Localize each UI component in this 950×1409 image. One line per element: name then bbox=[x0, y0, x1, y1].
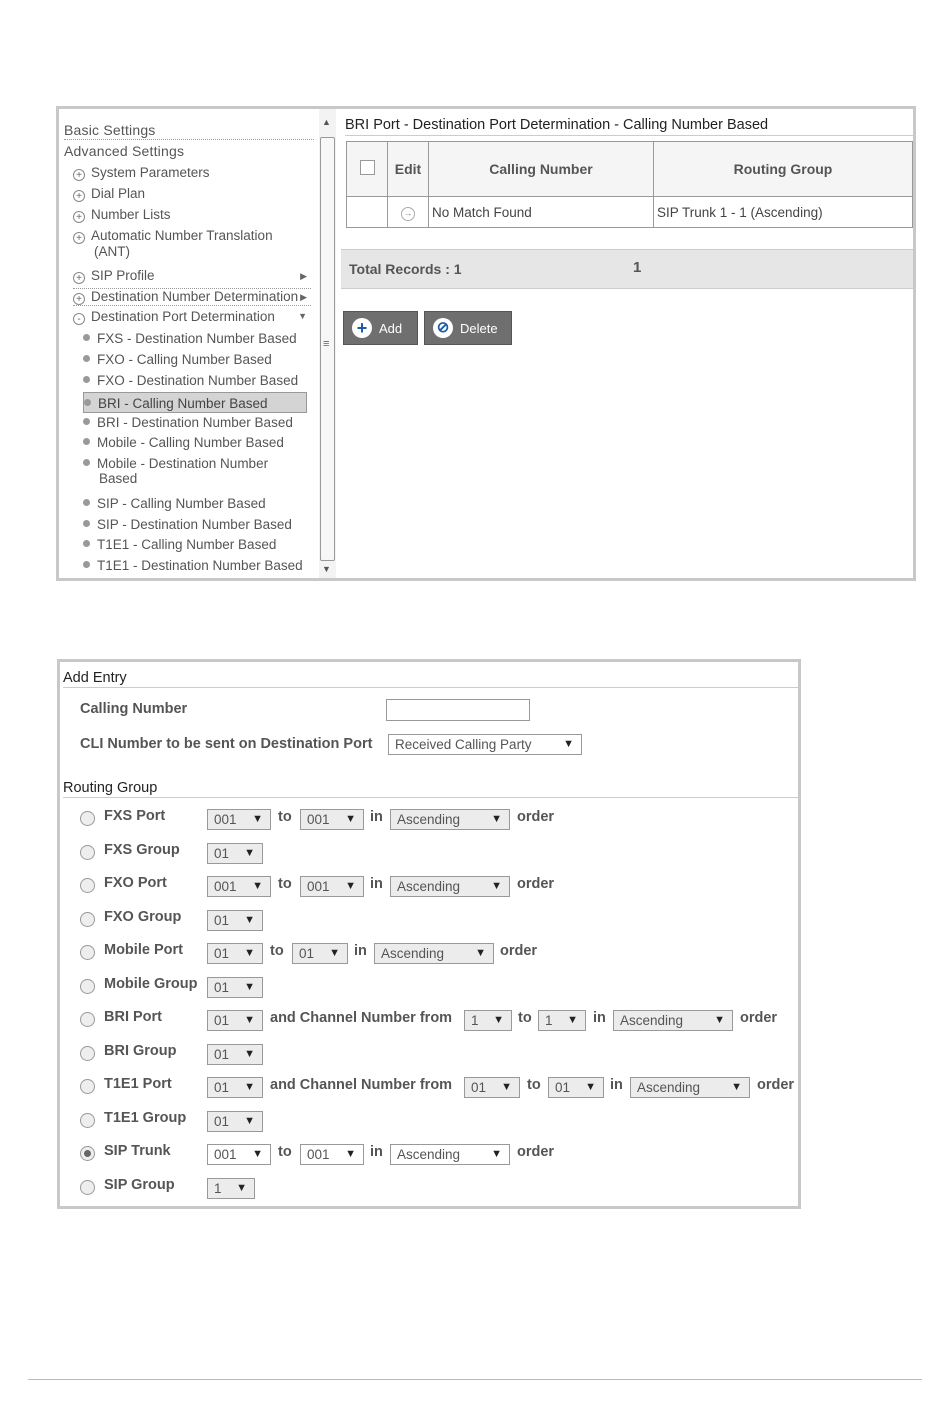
dropdown-arrow-icon: ▼ bbox=[252, 1148, 263, 1160]
records-table bbox=[346, 141, 913, 228]
fxs-port-order-select[interactable]: Ascending ▼ bbox=[390, 809, 510, 830]
expand-icon: + bbox=[73, 190, 85, 202]
fxo-port-from-select[interactable]: 001 ▼ bbox=[207, 876, 271, 897]
bullet-icon bbox=[83, 334, 90, 341]
dropdown-arrow-icon: ▼ bbox=[731, 1081, 742, 1093]
sidebar-leaf-t1e1-calling[interactable]: T1E1 - Calling Number Based bbox=[83, 537, 276, 552]
t1e1-group-select[interactable]: 01 ▼ bbox=[207, 1111, 263, 1132]
to-text: to bbox=[278, 809, 292, 825]
t1e1-channel-from-select[interactable]: 01 ▼ bbox=[464, 1077, 520, 1098]
dropdown-arrow-icon: ▼ bbox=[563, 738, 574, 750]
bullet-icon bbox=[83, 438, 90, 445]
bri-group-radio[interactable] bbox=[80, 1046, 95, 1061]
dropdown-arrow-icon: ▼ bbox=[244, 947, 255, 959]
dropdown-arrow-icon: ▼ bbox=[329, 947, 340, 959]
sidebar-item-dial-plan[interactable]: + Dial Plan bbox=[73, 186, 145, 202]
to-text: to bbox=[270, 943, 284, 959]
to-text: to bbox=[518, 1010, 532, 1026]
in-text: in bbox=[370, 809, 383, 825]
mobile-group-label: Mobile Group bbox=[104, 976, 198, 992]
sidebar-scrollbar[interactable] bbox=[319, 109, 336, 578]
sidebar bbox=[59, 109, 317, 578]
scroll-up-icon[interactable]: ▲ bbox=[322, 117, 331, 127]
sip-trunk-order-select[interactable]: Ascending ▼ bbox=[390, 1144, 510, 1165]
sidebar-leaf-bri-destination[interactable]: BRI - Destination Number Based bbox=[83, 415, 293, 430]
fxs-port-label: FXS Port bbox=[104, 808, 166, 824]
dropdown-arrow-icon: ▼ bbox=[236, 1182, 247, 1194]
dropdown-arrow-icon: ▼ bbox=[244, 914, 255, 926]
to-text: to bbox=[278, 1144, 292, 1160]
calling-number-header[interactable]: Calling Number bbox=[429, 142, 654, 197]
total-records-count: 1 bbox=[633, 259, 642, 276]
sidebar-item-system-parameters[interactable]: + System Parameters bbox=[73, 165, 210, 181]
bullet-icon bbox=[84, 399, 91, 406]
sidebar-leaf-sip-destination[interactable]: SIP - Destination Number Based bbox=[83, 517, 292, 532]
sidebar-leaf-sip-calling[interactable]: SIP - Calling Number Based bbox=[83, 496, 266, 511]
dropdown-arrow-icon: ▼ bbox=[585, 1081, 596, 1093]
fxs-port-to-select[interactable]: 001 ▼ bbox=[300, 809, 364, 830]
sidebar-leaf-bri-calling[interactable]: BRI - Calling Number Based bbox=[83, 392, 307, 413]
routing-group-header[interactable]: Routing Group bbox=[654, 142, 913, 197]
destination-port-list-panel bbox=[56, 106, 916, 581]
bullet-icon bbox=[83, 499, 90, 506]
dropdown-arrow-icon: ▼ bbox=[244, 1048, 255, 1060]
main-content bbox=[341, 109, 913, 578]
channel-from-text: and Channel Number from bbox=[270, 1077, 453, 1093]
sip-trunk-to-select[interactable]: 001 ▼ bbox=[300, 1144, 364, 1165]
sidebar-advanced-settings[interactable]: Advanced Settings bbox=[64, 143, 185, 159]
row-calling-number: No Match Found bbox=[429, 197, 654, 228]
order-text: order bbox=[500, 943, 538, 959]
sidebar-item-destination-number-determination[interactable]: + Destination Number Determination ▶ bbox=[73, 288, 311, 306]
submenu-arrow-icon: ▶ bbox=[300, 292, 307, 302]
sip-group-label: SIP Group bbox=[104, 1177, 175, 1193]
fxs-group-radio[interactable] bbox=[80, 845, 95, 860]
chevron-down-icon: ▼ bbox=[298, 311, 307, 321]
expand-icon: + bbox=[73, 293, 85, 305]
dropdown-arrow-icon: ▼ bbox=[491, 880, 502, 892]
sip-trunk-from-select[interactable]: 001 ▼ bbox=[207, 1144, 271, 1165]
dropdown-arrow-icon: ▼ bbox=[244, 1115, 255, 1127]
add-entry-title: Add Entry bbox=[63, 670, 798, 688]
scroll-thumb[interactable] bbox=[320, 137, 335, 561]
delete-button[interactable]: ⊘ Delete bbox=[424, 311, 512, 345]
sip-group-select[interactable]: 1 ▼ bbox=[207, 1178, 255, 1199]
page-title: BRI Port - Destination Port Determination - Calling Number Based bbox=[345, 117, 913, 136]
bri-group-select[interactable]: 01 ▼ bbox=[207, 1044, 263, 1065]
prohibit-icon: ⊘ bbox=[433, 318, 453, 338]
order-text: order bbox=[517, 809, 555, 825]
plus-icon: + bbox=[352, 318, 372, 338]
edit-header: Edit bbox=[388, 142, 429, 197]
bri-channel-to-select[interactable]: 1 ▼ bbox=[538, 1010, 586, 1031]
fxo-group-radio[interactable] bbox=[80, 912, 95, 927]
bullet-icon bbox=[83, 355, 90, 362]
order-text: order bbox=[757, 1077, 795, 1093]
t1e1-order-select[interactable]: Ascending ▼ bbox=[630, 1077, 750, 1098]
dropdown-arrow-icon: ▼ bbox=[244, 1081, 255, 1093]
sidebar-leaf-fxs-destination[interactable]: FXS - Destination Number Based bbox=[83, 331, 297, 346]
order-text: order bbox=[740, 1010, 778, 1026]
bullet-icon bbox=[83, 418, 90, 425]
fxo-port-radio[interactable] bbox=[80, 878, 95, 893]
cli-number-label: CLI Number to be sent on Destination Port bbox=[80, 736, 373, 752]
order-text: order bbox=[517, 1144, 555, 1160]
dropdown-arrow-icon: ▼ bbox=[244, 981, 255, 993]
fxs-group-select[interactable]: 01 ▼ bbox=[207, 843, 263, 864]
calling-number-label: Calling Number bbox=[80, 701, 188, 717]
in-text: in bbox=[370, 876, 383, 892]
grip-icon: ≡ bbox=[323, 338, 330, 350]
to-text: to bbox=[527, 1077, 541, 1093]
bullet-icon bbox=[83, 540, 90, 547]
fxs-port-from-select[interactable]: 001 ▼ bbox=[207, 809, 271, 830]
sidebar-leaf-fxo-destination[interactable]: FXO - Destination Number Based bbox=[83, 373, 298, 388]
sidebar-item-sip-profile[interactable]: + SIP Profile ▶ bbox=[73, 268, 311, 284]
sidebar-leaf-t1e1-destination[interactable]: T1E1 - Destination Number Based bbox=[83, 558, 303, 573]
fxo-group-select[interactable]: 01 ▼ bbox=[207, 910, 263, 931]
sip-trunk-radio[interactable] bbox=[80, 1146, 95, 1161]
to-text: to bbox=[278, 876, 292, 892]
in-text: in bbox=[610, 1077, 623, 1093]
submenu-arrow-icon: ▶ bbox=[300, 271, 307, 281]
dropdown-arrow-icon: ▼ bbox=[345, 1148, 356, 1160]
in-text: in bbox=[354, 943, 367, 959]
sip-group-radio[interactable] bbox=[80, 1180, 95, 1195]
fxo-group-label: FXO Group bbox=[104, 909, 182, 925]
row-select-cell bbox=[347, 197, 388, 228]
dropdown-arrow-icon: ▼ bbox=[244, 847, 255, 859]
t1e1-port-radio[interactable] bbox=[80, 1079, 95, 1094]
in-text: in bbox=[370, 1144, 383, 1160]
dropdown-arrow-icon: ▼ bbox=[345, 880, 356, 892]
fxs-group-label: FXS Group bbox=[104, 842, 180, 858]
dropdown-arrow-icon: ▼ bbox=[501, 1081, 512, 1093]
bri-port-select[interactable]: 01 ▼ bbox=[207, 1010, 263, 1031]
sidebar-leaf-mobile-destination[interactable]: Mobile - Destination Number Based bbox=[83, 456, 268, 486]
routing-group-title: Routing Group bbox=[63, 780, 798, 798]
fxo-port-order-select[interactable]: Ascending ▼ bbox=[390, 876, 510, 897]
order-text: order bbox=[517, 876, 555, 892]
bri-order-select[interactable]: Ascending ▼ bbox=[613, 1010, 733, 1031]
t1e1-port-label: T1E1 Port bbox=[104, 1076, 172, 1092]
footer-divider bbox=[28, 1379, 922, 1380]
mobile-port-label: Mobile Port bbox=[104, 942, 183, 958]
bri-channel-from-select[interactable]: 1 ▼ bbox=[464, 1010, 512, 1031]
calling-number-input[interactable] bbox=[386, 699, 530, 721]
t1e1-group-radio[interactable] bbox=[80, 1113, 95, 1128]
in-text: in bbox=[593, 1010, 606, 1026]
expand-icon: + bbox=[73, 169, 85, 181]
t1e1-group-label: T1E1 Group bbox=[104, 1110, 187, 1126]
sidebar-item-ant[interactable]: + Automatic Number Translation (ANT) bbox=[73, 228, 273, 259]
scroll-down-icon[interactable]: ▼ bbox=[322, 564, 331, 574]
sidebar-basic-settings[interactable]: Basic Settings bbox=[64, 122, 314, 140]
dropdown-arrow-icon: ▼ bbox=[493, 1014, 504, 1026]
add-entry-form bbox=[57, 659, 801, 1209]
fxo-port-to-select[interactable]: 001 ▼ bbox=[300, 876, 364, 897]
bri-port-radio[interactable] bbox=[80, 1012, 95, 1027]
bri-port-label: BRI Port bbox=[104, 1009, 162, 1025]
dropdown-arrow-icon: ▼ bbox=[567, 1014, 578, 1026]
sidebar-leaf-mobile-calling[interactable]: Mobile - Calling Number Based bbox=[83, 435, 284, 450]
mobile-port-from-select[interactable]: 01 ▼ bbox=[207, 943, 263, 964]
dropdown-arrow-icon: ▼ bbox=[244, 1014, 255, 1026]
t1e1-port-select[interactable]: 01 ▼ bbox=[207, 1077, 263, 1098]
table-row bbox=[347, 197, 913, 228]
sidebar-leaf-fxo-calling[interactable]: FXO - Calling Number Based bbox=[83, 352, 272, 367]
dropdown-arrow-icon: ▼ bbox=[252, 880, 263, 892]
mobile-port-order-select[interactable]: Ascending ▼ bbox=[374, 943, 494, 964]
expand-icon: + bbox=[73, 232, 85, 244]
bullet-icon bbox=[83, 376, 90, 383]
sidebar-item-destination-port-determination[interactable]: - Destination Port Determination ▼ bbox=[73, 309, 311, 325]
dropdown-arrow-icon: ▼ bbox=[252, 813, 263, 825]
t1e1-channel-to-select[interactable]: 01 ▼ bbox=[548, 1077, 604, 1098]
select-all-header bbox=[347, 142, 388, 197]
expand-icon: + bbox=[73, 211, 85, 223]
expand-icon: + bbox=[73, 272, 85, 284]
dropdown-arrow-icon: ▼ bbox=[345, 813, 356, 825]
select-all-checkbox[interactable] bbox=[360, 160, 375, 175]
fxo-port-label: FXO Port bbox=[104, 875, 167, 891]
total-records-label: Total Records : 1 bbox=[349, 261, 462, 277]
dropdown-arrow-icon: ▼ bbox=[475, 947, 486, 959]
sidebar-item-number-lists[interactable]: + Number Lists bbox=[73, 207, 171, 223]
row-edit-cell bbox=[388, 197, 429, 228]
bullet-icon bbox=[83, 561, 90, 568]
add-button[interactable]: + Add bbox=[343, 311, 418, 345]
bri-group-label: BRI Group bbox=[104, 1043, 177, 1059]
sip-trunk-label: SIP Trunk bbox=[104, 1143, 171, 1159]
cli-number-select[interactable]: Received Calling Party ▼ bbox=[388, 734, 582, 755]
dropdown-arrow-icon: ▼ bbox=[491, 1148, 502, 1160]
table-header-row bbox=[347, 142, 913, 197]
fxs-port-radio[interactable] bbox=[80, 811, 95, 826]
bullet-icon bbox=[83, 459, 90, 466]
mobile-group-select[interactable]: 01 ▼ bbox=[207, 977, 263, 998]
channel-from-text: and Channel Number from bbox=[270, 1010, 453, 1026]
mobile-port-radio[interactable] bbox=[80, 945, 95, 960]
bullet-icon bbox=[83, 520, 90, 527]
mobile-group-radio[interactable] bbox=[80, 979, 95, 994]
edit-icon[interactable]: → bbox=[401, 207, 415, 221]
collapse-icon: - bbox=[73, 313, 85, 325]
mobile-port-to-select[interactable]: 01 ▼ bbox=[292, 943, 348, 964]
dropdown-arrow-icon: ▼ bbox=[714, 1014, 725, 1026]
dropdown-arrow-icon: ▼ bbox=[491, 813, 502, 825]
total-records-bar bbox=[341, 249, 913, 289]
row-routing-group: SIP Trunk 1 - 1 (Ascending) bbox=[654, 197, 913, 228]
